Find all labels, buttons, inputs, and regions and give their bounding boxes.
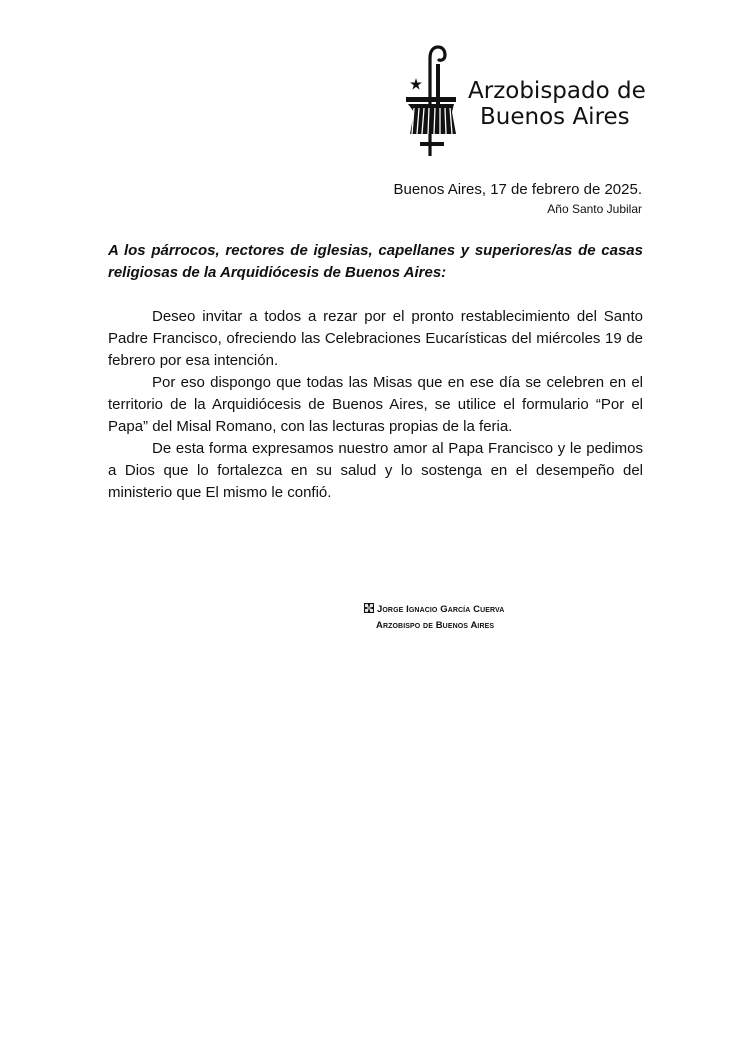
maltese-cross-icon [364,603,374,613]
date-block [393,180,642,218]
place-date: Buenos Aires, 17 de febrero de 2025. [393,181,642,198]
archdiocese-logo [402,44,652,156]
crozier-cross-icon [402,44,460,156]
paragraph: De esta forma expresamos nuestro amor al Papa Francisco y le pedimos a Dios que lo fortalezca en su salud y lo sostenga en el desempeño del ministerio que El mismo le confió. [108,440,643,501]
salutation: A los párrocos, rectores de iglesias, capellanes y superiores/as de casas religiosas de la Arquidiócesis de Buenos Aires: [108,242,643,281]
signer-title: Arzobispo de Buenos Aires [376,620,495,631]
logo-line-2: Buenos Aires [480,104,630,130]
paragraph: Por eso dispongo que todas las Misas que en ese día se celebren en el territorio de la Arquidiócesis de Buenos Aires, se utilice el formulario “Por el Papa” del Misal Romano, con las lecturas propias de la feria. [108,374,643,435]
jubilee-year-label: Año Santo Jubilar [547,202,642,216]
letter-body [108,306,643,504]
signer-name: Jorge Ignacio García Cuerva [377,604,505,615]
logo-line-1: Arzobispado de [468,78,646,104]
paragraph: Deseo invitar a todos a rezar por el pronto restablecimiento del Santo Padre Francisco, ofreciendo las Celebraciones Eucarísticas del miércoles 19 de febrero por esa intención. [108,308,643,369]
signature-block [364,602,504,634]
logo-wordmark [468,78,646,130]
